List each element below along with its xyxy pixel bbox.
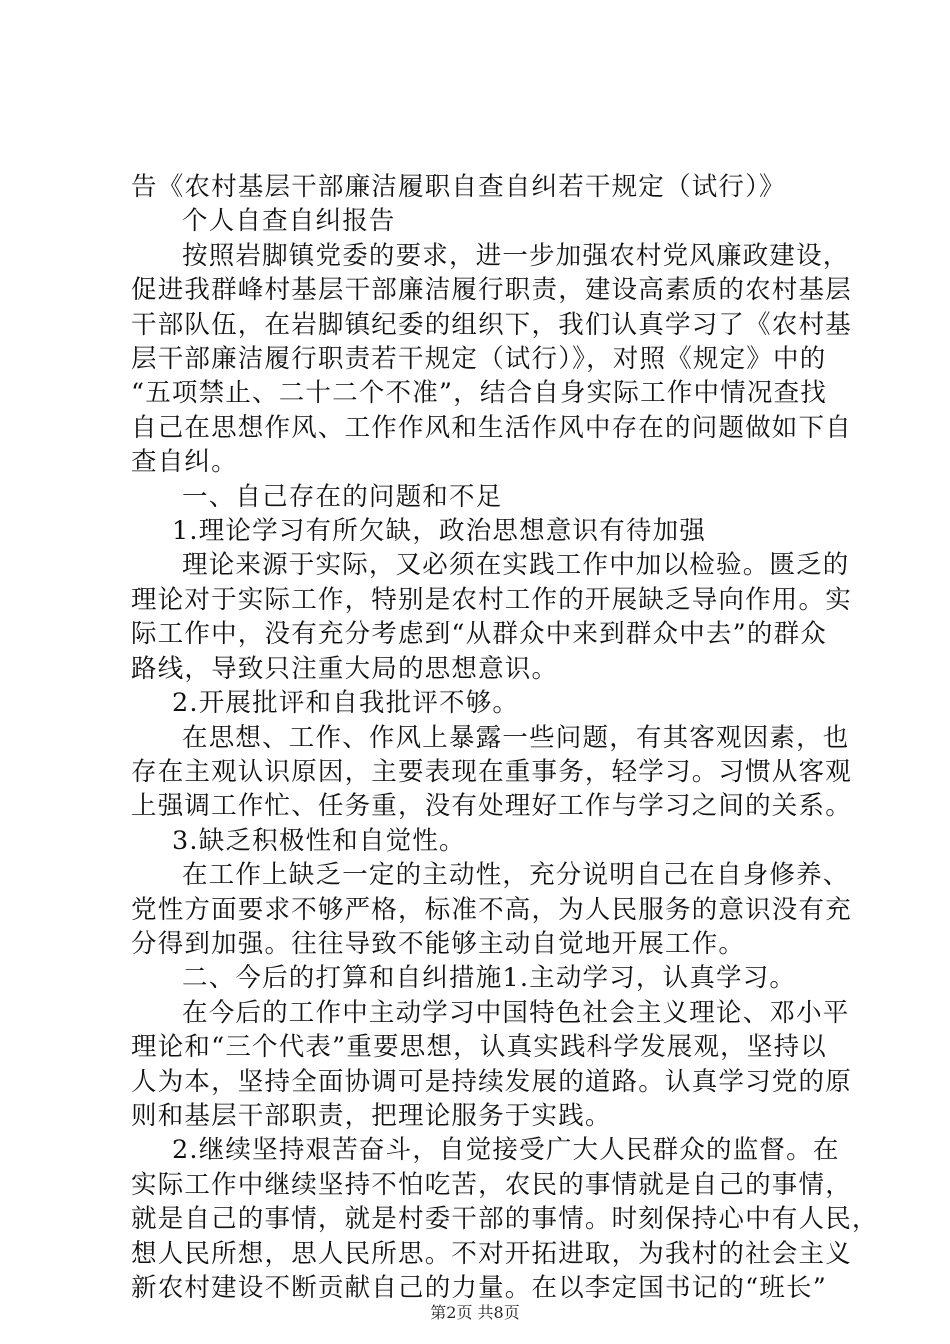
text-line: 际工作中，没有充分考虑到“从群众中来到群众中去”的群众 (131, 619, 827, 650)
text-line: 告《农村基层干部廉洁履职自查自纠若干规定（试行）》 (131, 172, 786, 202)
text-line: 人为本，坚持全面协调可是持续发展的道路。认真学习党的原 (131, 1066, 852, 1097)
text-line: 查自纠。 (131, 447, 238, 478)
text-line: 就是自己的事情，就是村委干部的事情。时刻保持心中有人民， (131, 1204, 879, 1235)
text-line: 按照岩脚镇党委的要求，进一步加强农村党风廉政建设， (182, 240, 850, 271)
text-line: 实际工作中继续坚持不怕吃苦，农民的事情就是自己的事情， (131, 1169, 852, 1200)
text-line: 3.缺乏积极性和自觉性。 (172, 825, 466, 856)
text-line: 干部队伍，在岩脚镇纪委的组织下，我们认真学习了《农村基 (131, 309, 852, 340)
text-line: 分得到加强。往往导致不能够主动自觉地开展工作。 (131, 928, 746, 959)
text-line: 在思想、工作、作风上暴露一些问题，有其客观因素，也 (182, 722, 850, 753)
text-line: 想人民所想，思人民所思。不对开拓进取，为我村的社会主义 (131, 1238, 852, 1269)
text-line: 新农村建设不断贡献自己的力量。在以李定国书记的“班长” (131, 1273, 827, 1303)
text-line: 在今后的工作中主动学习中国特色社会主义理论、邓小平 (182, 997, 850, 1028)
text-line: 路线，导致只注重大局的思想意识。 (131, 653, 559, 684)
text-line: 2.开展批评和自我批评不够。 (172, 688, 520, 719)
document-body (131, 170, 879, 1305)
text-line: 1.理论学习有所欠缺，政治思想意识有待加强 (172, 516, 707, 547)
text-line: 促进我群峰村基层干部廉洁履行职责，建设高素质的农村基层 (131, 275, 852, 306)
text-line: 一、自己存在的问题和不足 (182, 481, 503, 512)
text-line: 理论来源于实际，又必须在实践工作中加以检验。匮乏的 (182, 550, 850, 581)
text-line: 二、今后的打算和自纠措施1.主动学习，认真学习。 (182, 963, 797, 994)
text-line: 层干部廉洁履行职责若干规定（试行）》，对照《规定》中的 (131, 344, 827, 375)
text-line: 存在主观认识原因，主要表现在重事务，轻学习。习惯从客观 (131, 756, 852, 787)
text-line: 理论对于实际工作，特别是农村工作的开展缺乏导向作用。实 (131, 584, 852, 615)
text-line: 2.继续坚持艰苦奋斗，自觉接受广大人民群众的监督。在 (172, 1135, 840, 1166)
text-line: 党性方面要求不够严格，标准不高，为人民服务的意识没有充 (131, 894, 852, 925)
text-line: 上强调工作忙、任务重，没有处理好工作与学习之间的关系。 (131, 791, 852, 822)
text-line: 个人自查自纠报告 (182, 206, 396, 237)
text-line: 在工作上缺乏一定的主动性，充分说明自己在自身修养、 (182, 860, 850, 891)
text-line: “五项禁止、二十二个不准”，结合自身实际工作中情况查找 (131, 378, 827, 409)
text-line: 自己在思想作风、工作作风和生活作风中存在的问题做如下自 (131, 412, 852, 443)
page-footer: 第2页 共8页 (430, 1303, 520, 1322)
text-line: 则和基层干部职责，把理论服务于实践。 (131, 1100, 612, 1131)
text-line: 理论和“三个代表”重要思想，认真实践科学发展观，坚持以 (131, 1032, 827, 1063)
